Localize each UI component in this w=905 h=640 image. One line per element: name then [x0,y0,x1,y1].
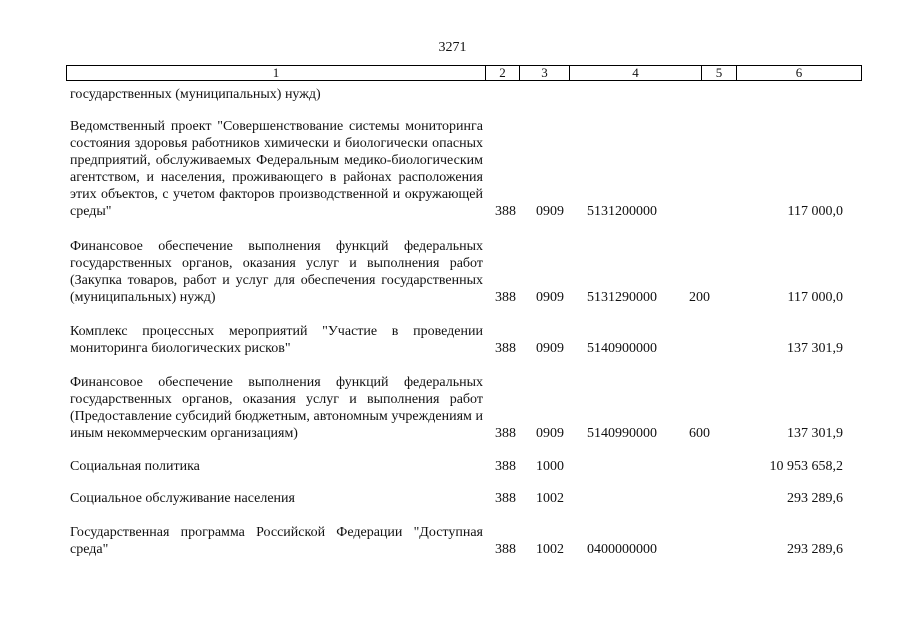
row-ministry-code: 388 [495,341,516,356]
row-ministry-code: 388 [495,491,516,506]
row-description: государственных (муниципальных) нужд) [70,87,321,102]
row-amount: 293 289,6 [787,491,843,506]
row-target-code: 5131200000 [587,204,657,219]
row-amount: 117 000,0 [787,204,843,219]
row-ministry-code: 388 [495,426,516,441]
row-ministry-code: 388 [495,290,516,305]
row-amount: 137 301,9 [787,341,843,356]
row-target-code: 0400000000 [587,542,657,557]
row-ministry-code: 388 [495,459,516,474]
row-amount: 10 953 658,2 [769,459,843,474]
column-header-4: 4 [570,66,702,81]
column-header-6: 6 [737,66,862,81]
row-section-code: 1000 [536,459,564,474]
row-target-code: 5131290000 [587,290,657,305]
column-header-1: 1 [67,66,486,81]
row-target-code: 5140900000 [587,341,657,356]
row-amount: 117 000,0 [787,290,843,305]
column-header-3: 3 [520,66,570,81]
row-description: Социальная политика [70,459,200,474]
row-section-code: 1002 [536,542,564,557]
row-amount: 137 301,9 [787,426,843,441]
row-expense-type: 200 [689,290,710,305]
column-header-5: 5 [702,66,737,81]
row-description: Финансовое обеспечение выполнения функций федеральных государственных органов, оказания услуг и выполнения работ (Закупка товаров, работ и услуг для обеспечения государственных (муниципальных) нужд) [70,239,483,305]
page-number: 3271 [438,40,467,55]
column-header-row [67,66,862,81]
row-section-code: 0909 [536,341,564,356]
row-target-code: 5140990000 [587,426,657,441]
row-expense-type: 600 [689,426,710,441]
row-description: Государственная программа Российской Федерации "Доступная среда" [70,525,483,557]
row-section-code: 0909 [536,426,564,441]
row-section-code: 0909 [536,290,564,305]
column-header-table [66,65,862,81]
row-description: Ведомственный проект "Совершенствование системы мониторинга состояния здоровья работников химически и биологически опасных предприятий, обслуживаемых Федеральным медико-биологическим агентством, и населения, проживающего в районах расположения этих объектов, с учетом факторов производственной и окружающей среды" [70,119,483,219]
row-description: Социальное обслуживание населения [70,491,295,506]
row-amount: 293 289,6 [787,542,843,557]
row-description: Финансовое обеспечение выполнения функций федеральных государственных органов, оказания услуг и выполнения работ (Предоставление субсидий бюджетным, автономным учреждениям и иным некоммерческим организациям) [70,375,483,441]
row-description: Комплекс процессных мероприятий "Участие в проведении мониторинга биологических рисков" [70,324,483,356]
row-ministry-code: 388 [495,204,516,219]
row-section-code: 0909 [536,204,564,219]
row-section-code: 1002 [536,491,564,506]
column-header-2: 2 [486,66,520,81]
row-ministry-code: 388 [495,542,516,557]
